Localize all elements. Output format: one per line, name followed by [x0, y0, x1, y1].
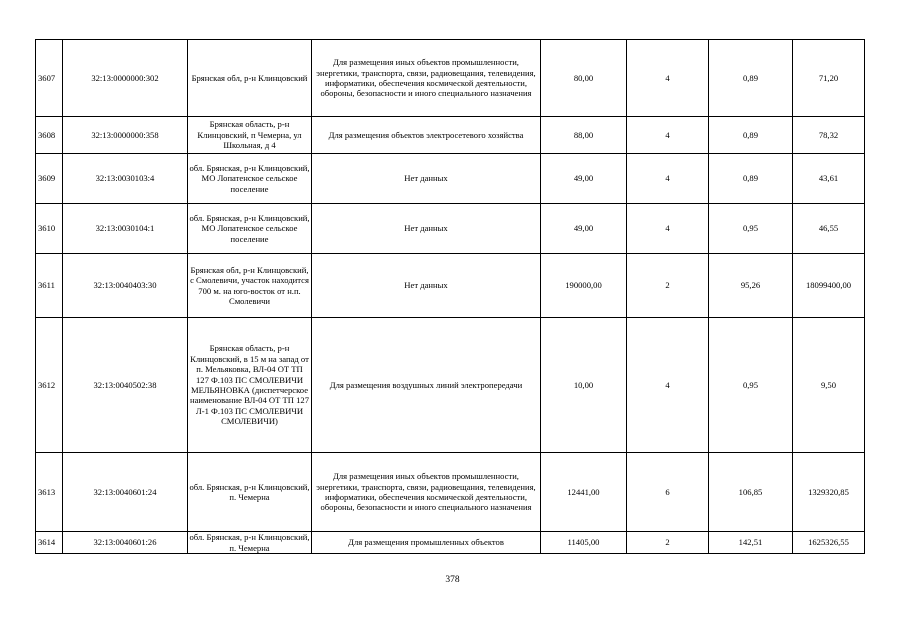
table-row [36, 117, 865, 154]
row-number-cell: 3612 [36, 318, 63, 453]
land-plots-table [35, 39, 865, 554]
table-row [36, 40, 865, 117]
cadastral-number-cell: 32:13:0000000:358 [63, 117, 188, 154]
rate-cell: 0,89 [709, 154, 793, 204]
group-cell: 4 [627, 40, 709, 117]
permitted-use-cell: Для размещения иных объектов промышленности, энергетики, транспорта, связи, радиовещания, телевидения, информатики, обеспечения космической деятельности, обороны, безопасности и иного специального назначения [312, 453, 541, 532]
row-number-cell: 3607 [36, 40, 63, 117]
table-row [36, 154, 865, 204]
area-cell: 10,00 [541, 318, 627, 453]
address-cell: Брянская обл, р-н Клинцовский, с Смолевичи, участок находится 700 м. на юго-восток от н.п. Смолевичи [188, 254, 312, 318]
address-cell: обл. Брянская, р-н Клинцовский, МО Лопатенское сельское поселение [188, 204, 312, 254]
area-cell: 11405,00 [541, 532, 627, 554]
cadastral-value-cell: 1625326,55 [793, 532, 865, 554]
cadastral-number-cell: 32:13:0030104:1 [63, 204, 188, 254]
cadastral-number-cell: 32:13:0040502:38 [63, 318, 188, 453]
area-cell: 12441,00 [541, 453, 627, 532]
cadastral-number-cell: 32:13:0040601:24 [63, 453, 188, 532]
cadastral-value-cell: 71,20 [793, 40, 865, 117]
cadastral-value-cell: 1329320,85 [793, 453, 865, 532]
group-cell: 2 [627, 532, 709, 554]
rate-cell: 0,89 [709, 40, 793, 117]
permitted-use-cell: Для размещения промышленных объектов [312, 532, 541, 554]
rate-cell: 95,26 [709, 254, 793, 318]
table-row [36, 204, 865, 254]
cadastral-number-cell: 32:13:0030103:4 [63, 154, 188, 204]
group-cell: 4 [627, 117, 709, 154]
area-cell: 88,00 [541, 117, 627, 154]
permitted-use-cell: Для размещения иных объектов промышленности, энергетики, транспорта, связи, радиовещания, телевидения, информатики, обеспечения космической деятельности, обороны, безопасности и иного специального назначения [312, 40, 541, 117]
address-cell: обл. Брянская, р-н Клинцовский, п. Чемерна [189, 532, 310, 553]
cadastral-value-cell: 43,61 [793, 154, 865, 204]
address-cell: Брянская область, р-н Клинцовский, в 15 м на запад от п. Мельяковка, ВЛ-04 ОТ ТП 127 Ф.103 ПС СМОЛЕВИЧИ МЕЛЬЯНОВКА (диспетчерское наименование ВЛ-04 ОТ ТП 127 Л-1 Ф.103 ПС СМОЛЕВИЧИ СМОЛЕВИЧИ) [188, 318, 312, 453]
cadastral-number-cell: 32:13:0040403:30 [63, 254, 188, 318]
rate-cell: 142,51 [709, 532, 793, 554]
row-number-cell: 3613 [36, 453, 63, 532]
area-cell: 190000,00 [541, 254, 627, 318]
table-row [36, 254, 865, 318]
cadastral-value-cell: 78,32 [793, 117, 865, 154]
page-number: 378 [445, 575, 460, 585]
area-cell: 80,00 [541, 40, 627, 117]
row-number-cell: 3609 [36, 154, 63, 204]
rate-cell: 106,85 [709, 453, 793, 532]
area-cell: 49,00 [541, 154, 627, 204]
row-number-cell: 3610 [36, 204, 63, 254]
group-cell: 4 [627, 204, 709, 254]
rate-cell: 0,89 [709, 117, 793, 154]
permitted-use-cell: Нет данных [312, 204, 541, 254]
address-cell: Брянская обл, р-н Клинцовский [188, 40, 312, 117]
group-cell: 6 [627, 453, 709, 532]
table-row [36, 532, 865, 554]
address-cell: обл. Брянская, р-н Клинцовский, п. Чемерна [188, 453, 312, 532]
area-cell: 49,00 [541, 204, 627, 254]
group-cell: 4 [627, 154, 709, 204]
cadastral-value-cell: 46,55 [793, 204, 865, 254]
permitted-use-cell: Для размещения объектов электросетевого хозяйства [312, 117, 541, 154]
group-cell: 2 [627, 254, 709, 318]
row-number-cell: 3608 [36, 117, 63, 154]
group-cell: 4 [627, 318, 709, 453]
cadastral-number-cell: 32:13:0040601:26 [63, 532, 188, 554]
address-cell: обл. Брянская, р-н Клинцовский, МО Лопатенское сельское поселение [188, 154, 312, 204]
cadastral-value-cell: 9,50 [793, 318, 865, 453]
rate-cell: 0,95 [709, 318, 793, 453]
table-row [36, 453, 865, 532]
row-number-cell: 3611 [36, 254, 63, 318]
row-number-cell: 3614 [36, 532, 63, 554]
permitted-use-cell: Нет данных [312, 154, 541, 204]
cadastral-number-cell: 32:13:0000000:302 [63, 40, 188, 117]
cadastral-value-cell: 18099400,00 [793, 254, 865, 318]
table-row [36, 318, 865, 453]
address-cell: Брянская область, р-н Клинцовский, п Чемерна, ул Школьная, д 4 [188, 117, 312, 154]
rate-cell: 0,95 [709, 204, 793, 254]
permitted-use-cell: Нет данных [312, 254, 541, 318]
permitted-use-cell: Для размещения воздушных линий электропередачи [312, 318, 541, 453]
